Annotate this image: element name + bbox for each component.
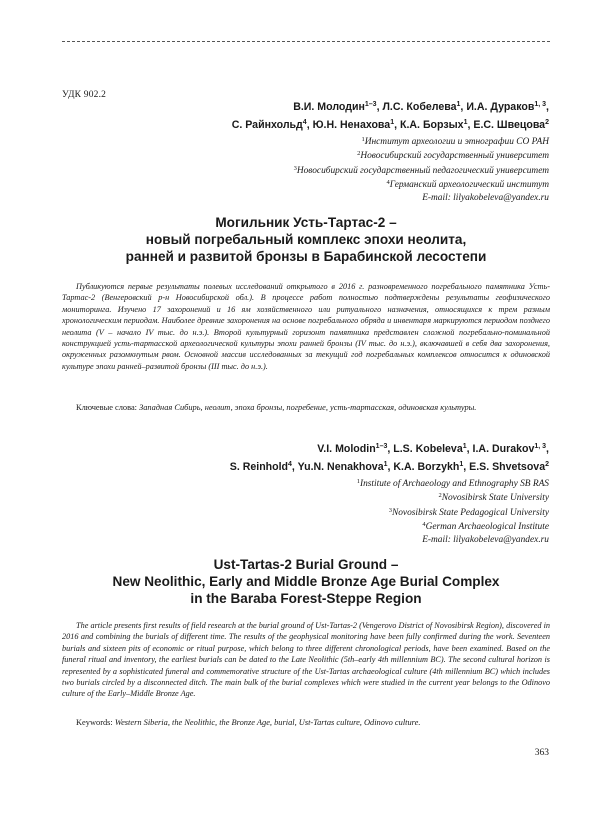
title-line: ранней и развитой бронзы в Барабинской лесостепи	[125, 249, 487, 265]
title-ru	[62, 214, 550, 266]
author-line	[230, 457, 549, 475]
email[interactable]: E-mail: lilyakobeleva@yandex.ru	[422, 534, 549, 545]
udk-code: УДК 902.2	[62, 90, 107, 100]
affiliation: $^3$Novosibirsk State Pedagogical University	[388, 506, 549, 518]
title-en	[62, 556, 550, 608]
affiliation: $^1$Институт археологии и этнографии СО РАН	[361, 136, 549, 147]
keywords-label: Ключевые слова:	[76, 403, 140, 412]
abstract-ru: Публикуются первые результаты полевых исследований открытого в 2016 г. разновременного погребального памятника Усть-Тартас-2 (Венгеровский р-н Новосибирской обл.). В процессе работ полностью подтверждены результаты геофизического мониторинга. Изучено 17 захоронений и 16 ям хозяйственного или ритуального назначения, относящихся к трем разным хронологическим периодам. Наиболее древние захоронения на основе погребального обряда и инвентаря маркируются периодом позднего неолита (V – начало IV тыс. до н.э.). Второй культурный горизонт памятника представлен сложной погребально-поминальной конструкцией усть-тартасской археологической культуры эпохи ранней бронзы (IV тыс. до н.э.), включавшей в себя два захоронения, окруженных разомкнутым рвом. Основной массив исследованных за текущий год погребальных комплексов относится к одиновской культуре эпохи ранней–развитой бронзы (III тыс. до н.э.).	[62, 282, 550, 371]
author: K.A. Borzykh$^1$,	[393, 461, 470, 473]
author: E.S. Shvetsova$^2$	[469, 461, 549, 473]
title-line: Ust-Tartas-2 Burial Ground –	[213, 557, 399, 572]
author: L.S. Kobeleva$^1$,	[393, 443, 473, 455]
affiliation: $^2$Novosibirsk State University	[438, 492, 549, 504]
author: Л.С. Кобелева$^1$,	[382, 101, 467, 113]
author-line	[232, 115, 549, 133]
author-line	[230, 439, 549, 457]
affiliations-ru	[294, 134, 549, 204]
keywords-list: Western Siberia, the Neolithic, the Bronze Age, burial, Ust-Tartas culture, Odinovo culture.	[114, 718, 421, 727]
keywords-ru	[76, 402, 550, 413]
affiliation: $^4$Германский археологический институт	[386, 179, 549, 191]
authors-ru	[232, 97, 549, 133]
author: Е.С. Швецова$^2$	[473, 119, 549, 131]
abstract-en: The article presents first results of field research at the burial ground of Ust-Tartas-2 (Vengerovo District of Novosibirsk Region), discovered in 2016 and combining the burials of different time. The results of the geophysical monitoring have been fully confirmed during the work. Seventeen burials and sixteen pits of economic or ritual purpose, which belong to three different chronological periods, have been examined. Based on the funeral ritual and inventory, the earliest burials can be dated to the Late Neolithic (5th–early 4th millennium BC). The second cultural horizon is represented by a sophisticated funeral and commemorative structure of the Ust-Tartas archaeological culture (4th millennium BC) which includes two burials circled by a disconnected ditch. The main bulk of the burial complexes which were studied in the current year belongs to the Odinovo culture of the Early–Middle Bronze Age.	[62, 621, 550, 699]
title-line: New Neolithic, Early and Middle Bronze Age Burial Complex	[112, 574, 500, 590]
author: И.А. Дураков$^{1, 3}$,	[466, 101, 549, 113]
title-line: Могильник Усть-Тартас-2 –	[215, 215, 397, 230]
author: V.I. Molodin$^{1-3}$,	[317, 443, 394, 455]
title-line: новый погребальный комплекс эпохи неолита,	[145, 232, 467, 248]
author: В.И. Молодин$^{1-3}$,	[293, 101, 383, 113]
author-line	[232, 97, 549, 115]
affiliation: $^2$Новосибирский государственный университет	[357, 150, 549, 162]
keywords-label: Keywords:	[76, 718, 115, 727]
keywords-en	[76, 717, 550, 728]
affiliation: $^4$German Archaeological Institute	[422, 521, 549, 533]
author: I.A. Durakov$^{1, 3}$,	[472, 443, 549, 455]
author: Ю.Н. Ненахова$^1$,	[312, 119, 400, 131]
header-rule	[62, 41, 550, 42]
keywords-list: Западная Сибирь, неолит, эпоха бронзы, погребение, усть-тартасская, одиновская культуры.	[139, 403, 477, 412]
affiliation: $^3$Новосибирский государственный педагогический университет	[293, 164, 549, 176]
author: Yu.N. Nenakhova$^1$,	[297, 461, 394, 473]
author: С. Райнхольд$^4$,	[231, 119, 313, 131]
authors-en	[230, 439, 549, 475]
email[interactable]: E-mail: lilyakobeleva@yandex.ru	[422, 192, 549, 203]
affiliation: $^1$Institute of Archaeology and Ethnography SB RAS	[356, 478, 549, 489]
author: К.А. Борзых$^1$,	[400, 119, 474, 131]
title-line: in the Baraba Forest-Steppe Region	[190, 591, 422, 607]
author: S. Reinhold$^4$,	[229, 461, 298, 473]
page-number: 363	[534, 748, 549, 758]
affiliations-en	[357, 476, 549, 546]
